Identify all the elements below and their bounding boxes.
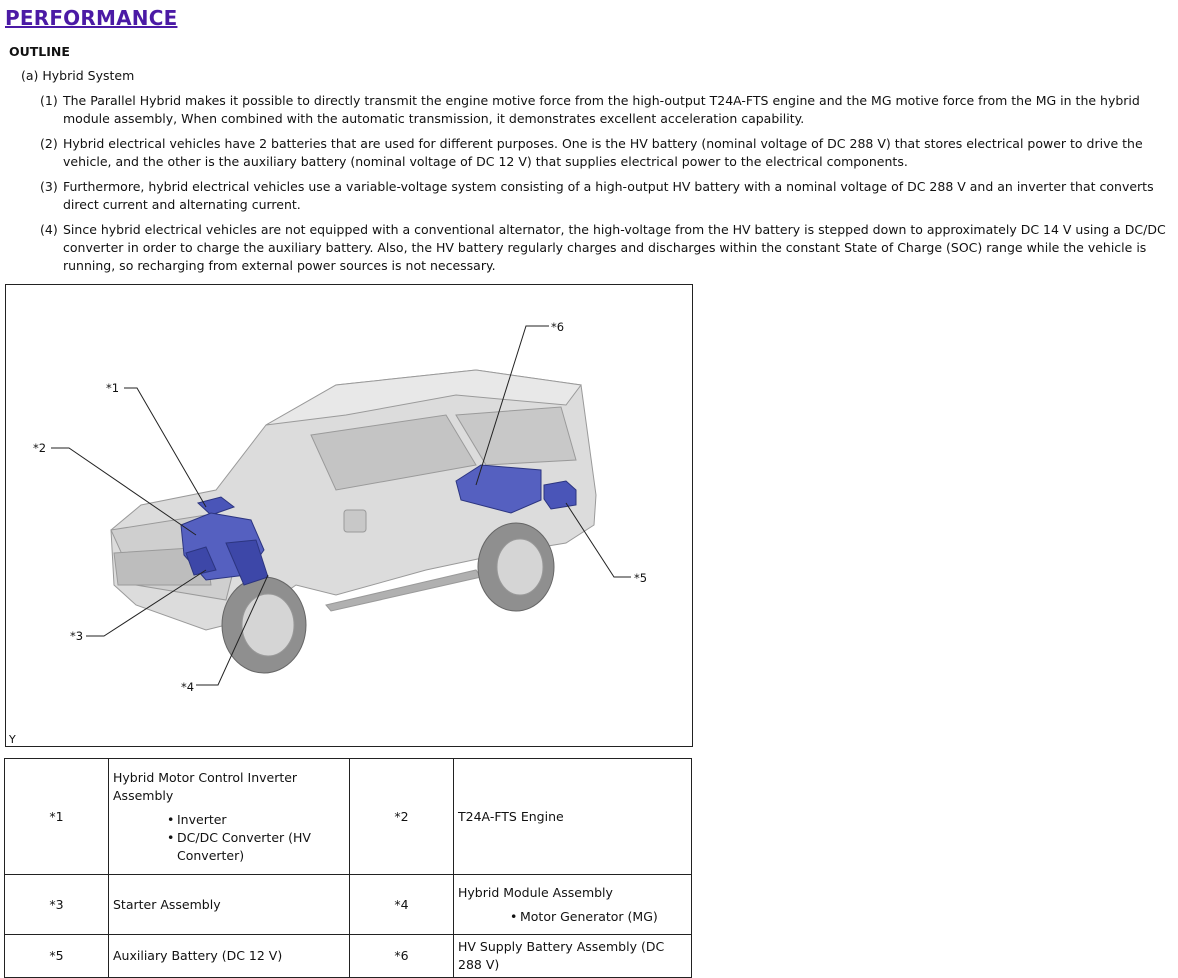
auxiliary-battery <box>544 481 576 509</box>
item-number: (4) <box>40 222 58 237</box>
item-number: (1) <box>40 93 58 108</box>
table-row <box>5 759 692 875</box>
table-row <box>5 935 692 978</box>
item-number: (3) <box>40 179 58 194</box>
legend-desc-text: Hybrid Motor Control Inverter Assembly <box>113 769 298 803</box>
page-title-link[interactable]: PERFORMANCE <box>5 6 178 30</box>
outline-list <box>40 92 1170 282</box>
callout-label: *3 <box>70 629 84 643</box>
list-item <box>40 221 1170 275</box>
legend-code: *1 <box>5 759 109 875</box>
bullet-item: • Motor Generator (MG) <box>520 908 687 926</box>
bullet-list <box>113 811 345 865</box>
callout-label: *6 <box>551 320 565 334</box>
bullet-list <box>458 908 687 926</box>
legend-desc <box>454 875 692 935</box>
legend-desc <box>109 759 350 875</box>
vehicle-illustration <box>5 284 693 747</box>
item-text: Furthermore, hybrid electrical vehicles use a variable-voltage system consisting of a high-output HV battery with a nominal voltage of DC 288 V and an inverter that converts direct current and alternating current. <box>63 179 1154 212</box>
item-text: Hybrid electrical vehicles have 2 batteries that are used for different purposes. One is the HV battery (nominal voltage of DC 288 V) that stores electrical power to drive the vehicle, and the other is the auxiliary battery (nominal voltage of DC 12 V) that supplies electrical power to the electrical components. <box>63 136 1143 169</box>
legend-table <box>4 758 692 978</box>
legend-desc: T24A-FTS Engine <box>454 759 692 875</box>
legend-code: *2 <box>350 759 454 875</box>
legend-code: *6 <box>350 935 454 978</box>
legend-desc-text: Hybrid Module Assembly <box>458 884 613 900</box>
legend-desc: Starter Assembly <box>109 875 350 935</box>
bullet-item: • Inverter <box>177 811 345 829</box>
callout-label: *4 <box>181 680 195 694</box>
callout-label: *2 <box>33 441 47 455</box>
legend-code: *4 <box>350 875 454 935</box>
table-row <box>5 875 692 935</box>
subsection-heading: (a) Hybrid System <box>21 68 135 83</box>
legend-code: *3 <box>5 875 109 935</box>
list-item <box>40 92 1170 128</box>
legend-code: *5 <box>5 935 109 978</box>
bullet-item: • DC/DC Converter (HV Converter) <box>177 829 345 865</box>
legend-desc: Auxiliary Battery (DC 12 V) <box>109 935 350 978</box>
section-heading: OUTLINE <box>9 44 70 59</box>
callout-label: *5 <box>634 571 648 585</box>
item-text: The Parallel Hybrid makes it possible to directly transmit the engine motive force from the high-output T24A-FTS engine and the MG motive force from the MG in the hybrid module assembly, When combined with the automatic transmission, it demonstrates excellent acceleration capability. <box>63 93 1140 126</box>
list-item <box>40 135 1170 171</box>
figure-id: Y <box>9 733 16 746</box>
item-number: (2) <box>40 136 58 151</box>
item-text: Since hybrid electrical vehicles are not equipped with a conventional alternator, the high-voltage from the HV battery is stepped down to approximately DC 14 V using a DC/DC converter in order to charge the auxiliary battery. Also, the HV battery regularly charges and discharges within the constant State of Charge (SOC) range while the vehicle is running, so recharging from external power sources is not necessary. <box>63 222 1166 273</box>
callout-label: *1 <box>106 381 120 395</box>
vehicle-diagram <box>6 285 693 747</box>
legend-desc: HV Supply Battery Assembly (DC 288 V) <box>454 935 692 978</box>
list-item <box>40 178 1170 214</box>
